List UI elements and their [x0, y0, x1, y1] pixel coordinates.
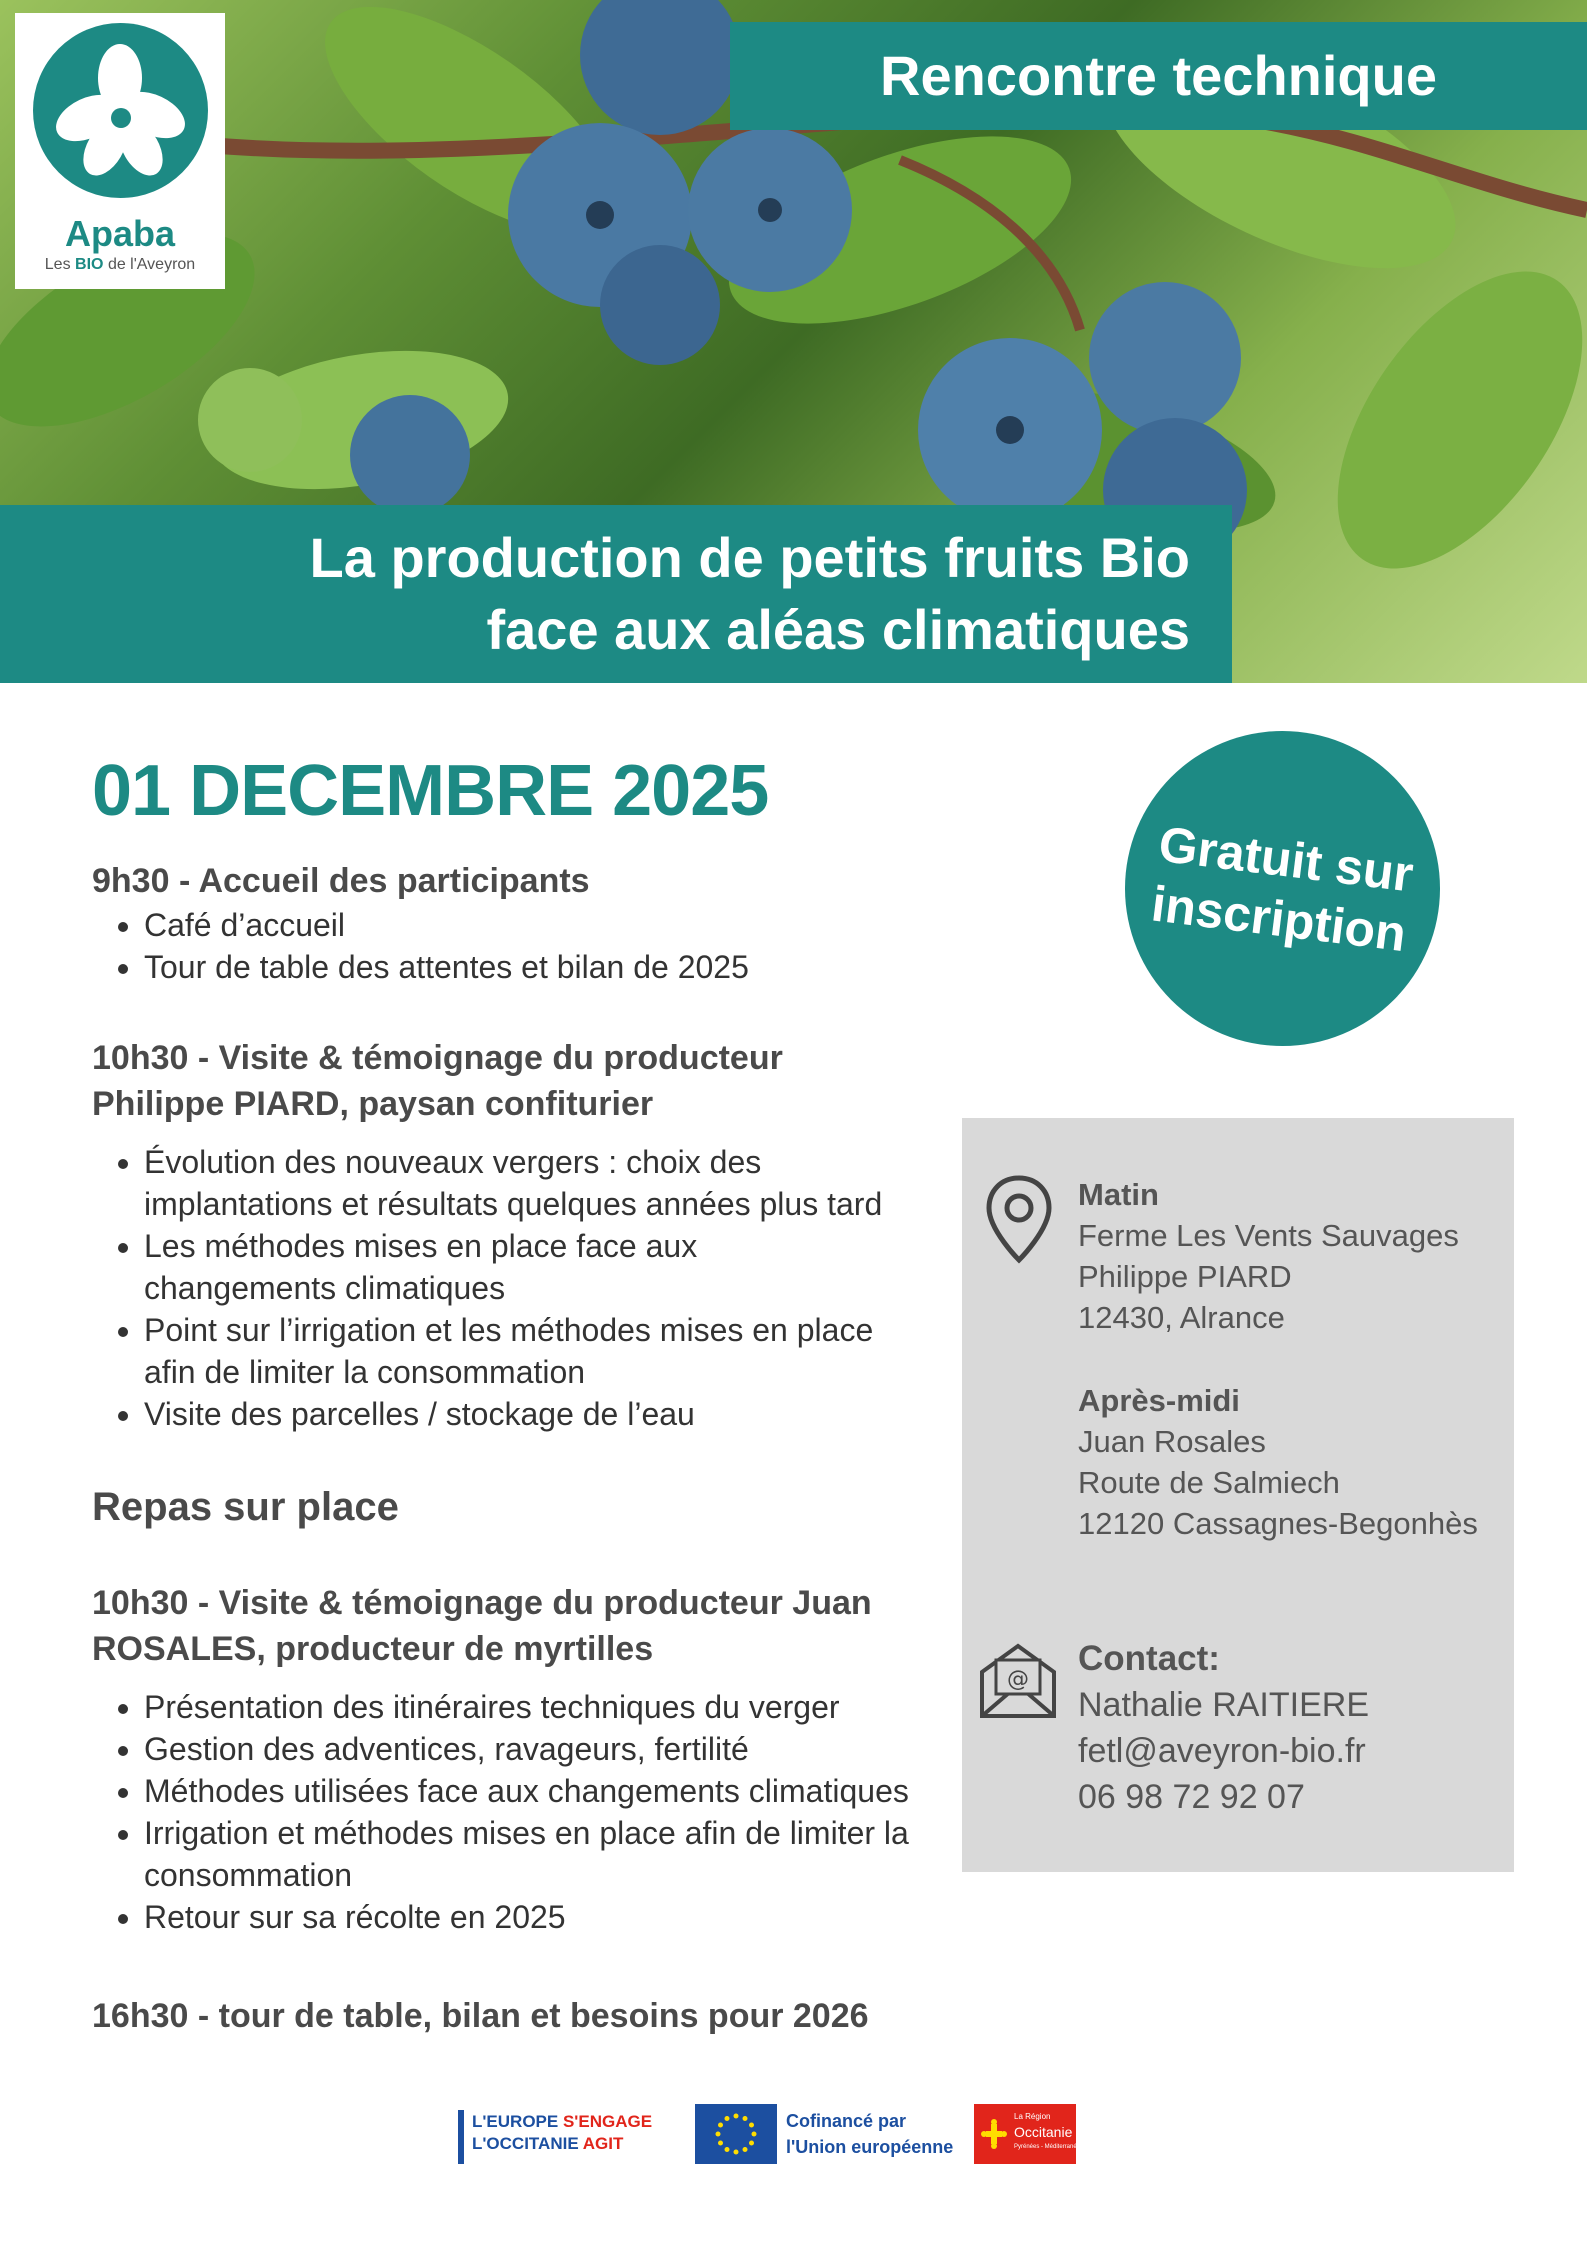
list-item: • Les méthodes mises en place face aux changements climatiques — [144, 1225, 892, 1309]
section-heading: 10h30 - Visite & témoignage du producteur Juan ROSALES, producteur de myrtilles — [92, 1584, 872, 1668]
list-item: • Évolution des nouveaux vergers : choix des implantations et résultats quelques années plus tard — [144, 1141, 892, 1225]
list-item: • Présentation des itinéraires techniques du verger — [144, 1686, 912, 1728]
bullet-list — [92, 1141, 892, 1435]
morning-location: Matin Ferme Les Vents Sauvages Philippe PIARD 12430, Alrance — [1078, 1177, 1459, 1335]
program-section-3 — [92, 1580, 912, 1938]
eu-cofinance-text: Cofinancé par l'Union européenne — [786, 2111, 954, 2157]
program-section-1 — [92, 858, 932, 988]
kicker-banner: Rencontre technique — [730, 22, 1587, 130]
hero-photo — [0, 0, 1587, 683]
lunch-heading: Repas sur place — [92, 1485, 399, 1529]
email-icon — [976, 1638, 1060, 1722]
program-section-2 — [92, 1035, 892, 1435]
apaba-logo — [15, 13, 225, 289]
logo-name: Apaba — [64, 213, 176, 254]
list-item: • Visite des parcelles / stockage de l’eau — [144, 1393, 892, 1435]
event-date: 01 DECEMBRE 2025 — [92, 751, 769, 831]
location-info-box — [962, 1118, 1514, 1872]
section-heading: 10h30 - Visite & témoignage du producteur Philippe PIARD, paysan confiturier — [92, 1039, 783, 1123]
section-heading: 9h30 - Accueil des participants — [92, 862, 590, 900]
program-section-4 — [92, 1993, 932, 2039]
list-item: • Méthodes utilisées face aux changements climatiques — [144, 1770, 912, 1812]
bullet-list — [92, 904, 932, 988]
svg-text:@: @ — [1007, 1667, 1029, 1692]
title-banner — [0, 505, 1232, 683]
section-heading: 16h30 - tour de table, bilan et besoins pour 2026 — [92, 1997, 869, 2035]
list-item: • Café d’accueil — [144, 904, 932, 946]
list-item: • Gestion des adventices, ravageurs, fertilité — [144, 1728, 912, 1770]
location-pin-icon — [984, 1174, 1054, 1266]
occitan-cross-icon — [980, 2116, 1008, 2152]
logo-tagline: Les BIO de l'Aveyron — [44, 256, 196, 273]
region-occitanie-logo: La Région Occitanie Pyrénées - Méditerranée — [974, 2104, 1076, 2164]
list-item: • Retour sur sa récolte en 2025 — [144, 1896, 912, 1938]
contact-email: fetl@aveyron-bio.fr — [1078, 1732, 1366, 1770]
bullet-list — [92, 1686, 912, 1938]
flower-icon — [33, 23, 208, 198]
afternoon-location: Après-midi Juan Rosales Route de Salmiech 12120 Cassagnes-Begonhès — [1078, 1383, 1478, 1541]
contact-phone: 06 98 72 92 07 — [1078, 1778, 1305, 1816]
page-title-line-1: La production de petits fruits Bio — [309, 526, 1190, 589]
eu-flag-icon — [695, 2104, 777, 2164]
list-item: • Tour de table des attentes et bilan de 2025 — [144, 946, 932, 988]
contact-info: Contact: Nathalie RAITIERE fetl@aveyron-bio.fr 06 98 72 92 07 — [1078, 1636, 1369, 1820]
list-item: • Irrigation et méthodes mises en place afin de limiter la consommation — [144, 1812, 912, 1896]
europe-occitanie-logo: L'EUROPE S'ENGAGE L'OCCITANIE AGIT — [458, 2106, 678, 2168]
list-item: • Point sur l’irrigation et les méthodes mises en place afin de limiter la consommation — [144, 1309, 892, 1393]
partner-logos — [458, 2100, 1118, 2170]
free-badge: Gratuit sur inscription — [1125, 731, 1440, 1046]
page-title-line-2: face aux aléas climatiques — [486, 598, 1190, 661]
